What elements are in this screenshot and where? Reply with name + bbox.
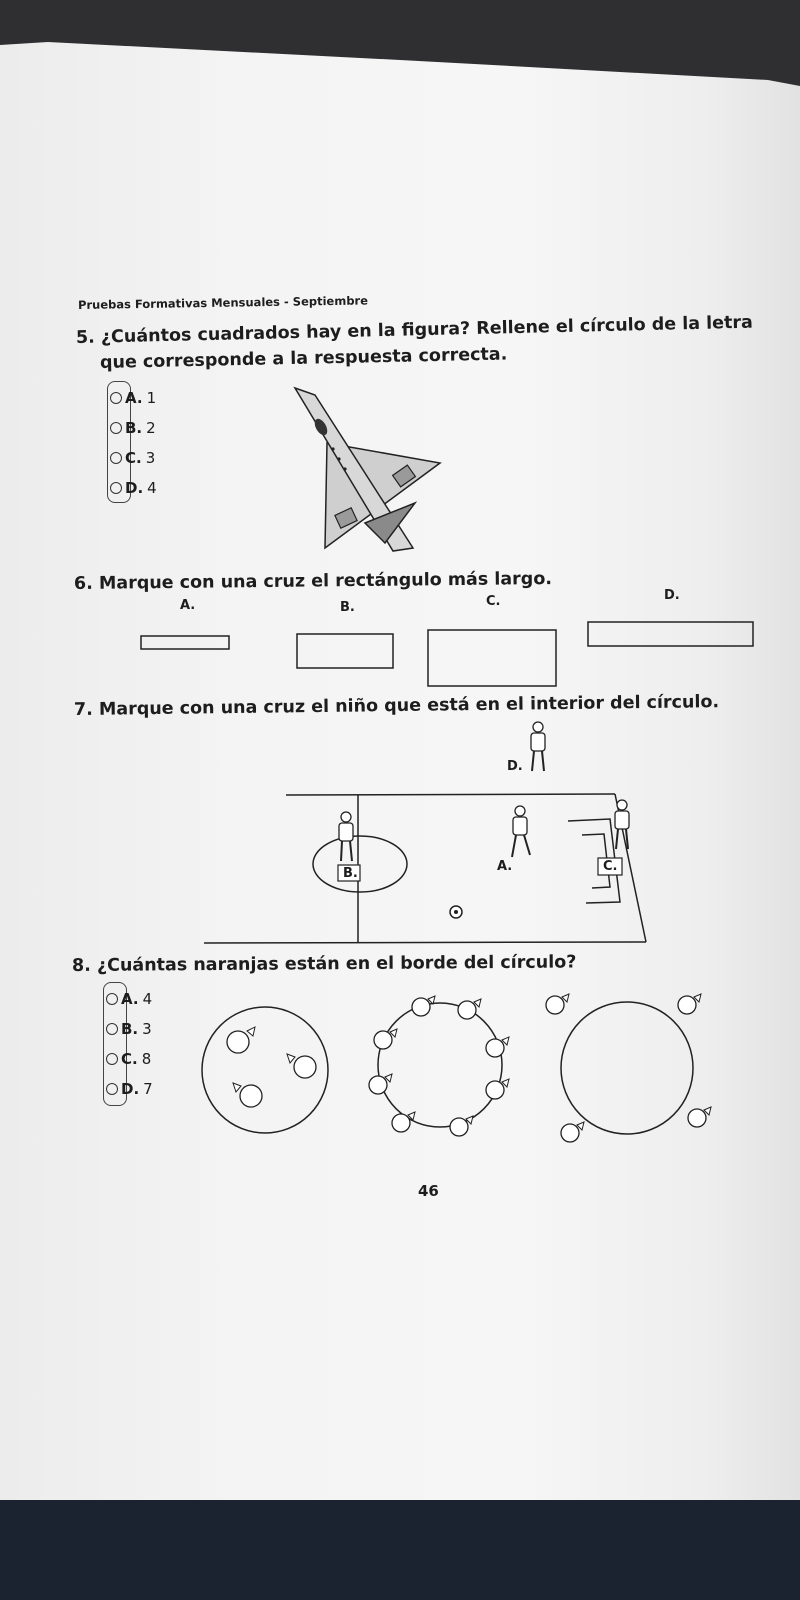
q8-option-b[interactable]: B. 3	[106, 1014, 153, 1044]
circle-oranges-outside	[546, 994, 711, 1142]
orange-icon	[412, 996, 435, 1016]
boy-a-icon	[512, 806, 530, 857]
q5-option-d[interactable]: D. 4	[110, 473, 157, 503]
rectangle-a	[141, 636, 229, 649]
question-5-line-2: que corresponde a la respuesta correcta.	[99, 344, 508, 373]
orange-icon	[392, 1112, 415, 1132]
rectangles-figure	[130, 610, 780, 690]
answer-bubble[interactable]	[110, 422, 122, 434]
answer-bubble[interactable]	[106, 993, 118, 1005]
question-6: 6. Marque con una cruz el rectángulo más largo.	[73, 568, 553, 594]
jet-figure	[285, 383, 455, 563]
orange-icon	[486, 1037, 509, 1057]
answer-bubble[interactable]	[110, 392, 122, 404]
boy-label-a: A.	[497, 859, 513, 874]
answer-bubble[interactable]	[110, 452, 122, 464]
q5-option-b[interactable]: B. 2	[110, 413, 157, 443]
q8-option-c[interactable]: C. 8	[106, 1044, 153, 1074]
q5-option-c[interactable]: C. 3	[110, 443, 157, 473]
rect-label-a: A.	[180, 598, 196, 613]
answer-bubble[interactable]	[106, 1053, 118, 1065]
q8-options	[106, 984, 153, 1104]
boy-label-c: C.	[603, 859, 618, 874]
orange-icon	[688, 1107, 711, 1127]
rectangle-d	[588, 622, 753, 646]
circle-oranges-border	[369, 996, 509, 1136]
q5-options	[110, 383, 157, 503]
answer-bubble[interactable]	[106, 1023, 118, 1035]
q8-option-a[interactable]: A. 4	[106, 984, 153, 1014]
orange-icon	[369, 1074, 392, 1094]
boy-b-icon	[339, 812, 353, 861]
boy-c-icon	[615, 800, 629, 849]
rect-label-b: B.	[340, 600, 355, 615]
question-7: 7. Marque con una cruz el niño que está en el interior del círculo.	[73, 692, 720, 720]
orange-icon	[486, 1079, 509, 1099]
circle-oranges-inside	[202, 1007, 328, 1133]
orange-icon	[233, 1083, 262, 1107]
orange-icon	[546, 994, 569, 1014]
answer-bubble[interactable]	[106, 1083, 118, 1095]
orange-icon	[678, 994, 701, 1014]
rectangle-c	[428, 630, 556, 686]
center-circle	[313, 836, 407, 892]
orange-icon	[227, 1027, 255, 1053]
question-5-line-1: 5. ¿Cuántos cuadrados hay en la figura? Rellene el círculo de la letra	[75, 312, 754, 348]
page-header: Pruebas Formativas Mensuales - Septiembre	[77, 293, 369, 312]
rect-label-c: C.	[486, 594, 501, 609]
page-number: 46	[418, 1182, 439, 1200]
q5-option-a[interactable]: A. 1	[110, 383, 157, 413]
orange-icon	[374, 1029, 397, 1049]
boy-label-b: B.	[343, 866, 358, 881]
rectangle-b	[297, 634, 393, 668]
q8-option-d[interactable]: D. 7	[106, 1074, 153, 1104]
answer-bubble[interactable]	[110, 482, 122, 494]
boy-label-d: D.	[507, 759, 523, 774]
orange-icon	[450, 1116, 473, 1136]
background-surface	[0, 1500, 800, 1600]
orange-icon	[561, 1122, 584, 1142]
rect-label-d: D.	[664, 588, 680, 603]
question-8: 8. ¿Cuántas naranjas están en el borde del círculo?	[71, 952, 577, 976]
boy-d-icon	[531, 722, 545, 771]
orange-icon	[287, 1054, 316, 1078]
oranges-figure	[195, 985, 735, 1160]
soccer-field-figure	[200, 715, 660, 945]
